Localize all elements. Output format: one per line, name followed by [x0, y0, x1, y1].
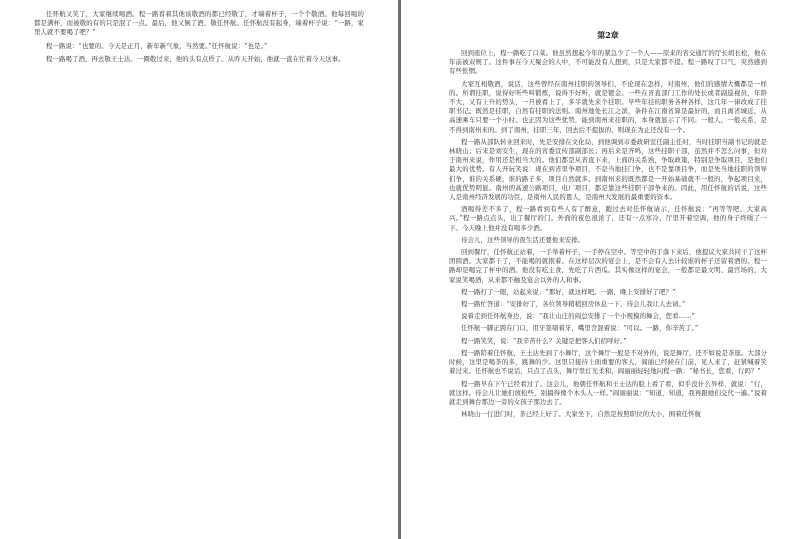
right-paragraph-9: 说着走到任怀航身边，说：“我让山庄的阎总安排了一个小规模的舞会，您看……”: [461, 312, 695, 321]
right-paragraph-7: 程一路打了一眼，站起来说：“那好，就这样吧。一路，晚上安排好了吧？”: [461, 287, 676, 296]
right-paragraph-13: 程一路早在下午已经看过了。这会儿，他朝任怀航和王士达的脸上看了看，似乎没什么异样，就说：“行，就这样。待会儿让她们放松些，别搞得像个木头人一样。”阎丽丽说：“知道，知道，我再跟她们交代一遍。”说着就走到舞台那边一旁的女孩子那边去了。: [449, 379, 767, 406]
left-page: [0, 0, 398, 539]
right-paragraph-4: 酒喝得差不多了，程一路看到有些人有了醉意，跑过去对任怀航请示，任怀航说：“再等等吧，大家高兴。”程一路点点头，出了餐厅的门。外面的夜色很浓了，还有一点寒冷，厅里开着空调，他的身子终暖了一下。今天晚上他并没有喝多少酒。: [449, 205, 767, 232]
left-paragraph-2: 程一路说：“也要的。今天是正月，新年新气象，当然要。”任怀航说：“也是。”: [46, 41, 268, 50]
right-paragraph-12: 程一路陪着任怀航、王士达先到了小舞厅，这个舞厅一般是不对外的，说是舞厅，还不如说是茶座。大部分时候，这里是喝茶的多，跳舞的少。这里只接待上面重要的客人，阎丽已经候在门前，见人来了，赶紧喊着笑着过来。任怀航也不说话，只点了点头，舞厅里灯光柔和，阎丽丽轻轻地问程一路：“秘书长，您看，行吗？”: [449, 348, 767, 376]
left-paragraph-3: 程一路喝了酒，再去敬王士达。一圈敬过来，他的头有点昏了。从昨天开始，他就一直在忙着今天这事。: [46, 54, 345, 63]
right-paragraph-1: 回到座位上，程一路吃了口菜。他虽然想起今年的紧急少了一个人——原来的省交通厅的厅长胡长松，他在年前被双规了。这件事在今天聚会的人中，不可能没有人想到，只是大家都不提。程一路叹了口气，突然感到有些怅惘。: [449, 49, 767, 76]
right-paragraph-6: 回到餐厅，任怀航正站着，一手举着杯子，一手停在空中。等空中的手落下来后，他提议大家共同干了这杯团圆酒。大家都干了，不能喝的就抿着。在这样层次的宴会上，是不会有人去计较谁的杯子还留着酒的。程一路却是喝完了杯中的酒。他没有吃主食，先吃了片西瓜。其实像这样的宴会，一般都是最文明、最宫场的，大家说笑喝酒，从来都不触及宴会以外的人和事。: [449, 248, 767, 284]
right-paragraph-2: 大家互相敬酒，说话，这些曾经在南州挂职的领导们，不论现在怎样，对南州，他们的感情大概都是一样的。所谓挂职，说得好听些叫锻炼，说得不好听，就是镀金。一些在省直部门工作的处长或者副巡视员，年龄不大，又有上升的势头，一旦被看上了，多半就先来个挂职。早些年挂的职务各种各样，这几年一律改成了挂职书记。既然是挂职，自然有挂职的法则。南州地处长江之滨，条件在江南省算是最好的，而且离省城近，从高速乘车只要一个小时。也正因为这些优势，能到南州来挂职的，本身就显示了不同。一般人，一般关系，是不得到南州来的。到了南州，挂职三年，回去后不提拔的，则现在为止还没有一个。: [449, 79, 767, 134]
right-paragraph-3: 程一路从部队转业回来时，先是安排在文化局，到他调到市委政研室任副主任时，当时挂职当副书记的就是林晓山；后来是刘安生，现在的省委宣传部副部长；再后来是齐鸣，这些挂职干部，虽然并不怎么问事，但对于南州来说，作用还是相当大的。他们都是从省直下来，上面的关系熟，争取政策，特别是争取项目，是他们最大的优势。有人开玩笑说：现在到省里争项目，不是当地挂门争，也不是靠项目争，而是先当地挂职的领导们争，谁的关系硬，谁的路子多，项目自然就多。到南州来的既然都是一开始基础就不一般的，争起项目来，也就优势明显。南州的高速公路项目，电厂项目，都是靠这些挂职干部争来的。因此，用任怀航的话说，这些人是南州经济发展的功臣，是南州人民的恩人，是南州大发展的最重要的资本。: [449, 137, 767, 202]
right-paragraph-10: 任怀航一脚正跨在门口，用牙签剔着牙，嘴里含混着说：“可以。一路，你辛苦了。”: [461, 324, 699, 333]
left-paragraph-1: 任怀航又笑了，大家继续喝酒。程一路看着其他该敬酒的都已经敬了，才端着杯子，一个个敬酒。他每回喝的都是满杯，而被敬的有的只是泯了一点。最后，他又倒了酒，敬任怀航。任怀航没有起身，端着杯子说：“一路，家里人就不要喝了吧？”: [34, 10, 364, 37]
right-paragraph-14: 林晓山一行进门时，茶已经上好了。大家坐下，自然是按照职位的大小，围着任怀航: [461, 410, 702, 419]
chapter-title: 第2章: [597, 30, 619, 40]
right-page: [401, 0, 797, 539]
right-paragraph-11: 程一路笑笑，说：“我辛苦什么？关键是把客人们招呼好。”: [461, 336, 627, 345]
right-paragraph-8: 程一路忙答道：“安排好了，各位领导稍稍回房休息一下，待会儿我让人去请。”: [461, 300, 686, 309]
right-paragraph-5: 待会儿，这些领导的夜生活还要他来安排。: [461, 235, 585, 244]
